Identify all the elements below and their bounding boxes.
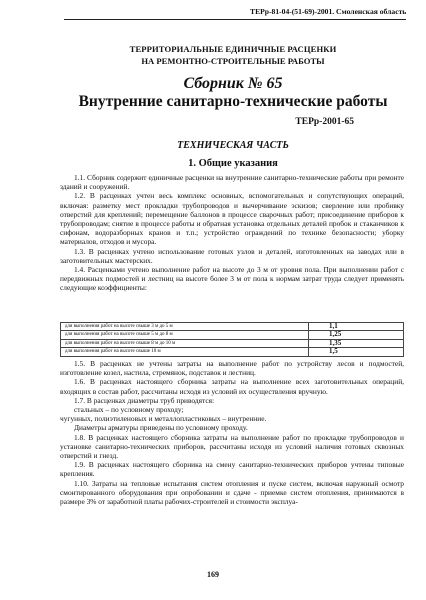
table-row <box>61 348 404 356</box>
paragraph-1-4: 1.4. Расценками учтено выполнение работ на высоте до 3 м от уровня пола. При выполнении работ с передвижных подмостей и лестниц на высоте более 3 м от пола к нормам затрат труда следует применять следующие коэффициенты: <box>60 265 404 293</box>
table-cell-value: 1,1 <box>309 323 404 331</box>
header-rule <box>64 19 406 20</box>
document-code: ТЕРр-2001-65 <box>295 117 354 127</box>
body-text-bottom <box>60 359 404 506</box>
collection-title-line1: ТЕРРИТОРИАЛЬНЫЕ ЕДИНИЧНЫЕ РАСЦЕНКИ <box>129 44 337 54</box>
paragraph-1-1: 1.1. Сборник содержит единичные расценки на внутренние санитарно-технические работы при ремонте зданий и сооружений. <box>60 173 404 192</box>
table-row <box>61 331 404 339</box>
sbornik-number: Сборник № 65 <box>183 75 283 92</box>
table-cell-label: для выполнения работ на высоте свыше 8 м до 10 м <box>61 339 309 347</box>
paragraph-1-7-a: стальных – по условному проходу; <box>74 405 184 415</box>
paragraph-1-9: 1.9. В расценках настоящего сборника на смену санитарно-технических приборов учтены типовые крепления. <box>60 460 404 479</box>
paragraph-1-5: 1.5. В расценках не учтены затраты на выполнение работ по устройству лесов и подмостей, изготовление козел, настила, стремянок, подставок и лестниц. <box>60 359 404 378</box>
table-cell-label: для выполнения работ на высоте свыше 10 м <box>61 348 309 356</box>
paragraph-1-6: 1.6. В расценках настоящего сборника затраты на выполнение всех заготовительных операций, входящих в состав работ, рассчитаны исходя из условий их осуществления вручную. <box>60 377 404 396</box>
paragraph-1-3: 1.3. В расценках учтено использование готовых узлов и деталей, изготовленных на заводах или в заготовительных мастерских. <box>60 246 404 265</box>
table-cell-label: для выполнения работ на высоте свыше 3 м до 5 м <box>61 323 309 331</box>
paragraph-1-10: 1.10. Затраты на тепловые испытания систем отопления и пуске систем, включая наружный осмотр смонтированного оборудования при опробовании и сдаче - приемке систем отопления, принимаются в размере 3% от заработной платы рабочих-строителей и стоимости эксплуа- <box>60 478 404 507</box>
table-row <box>61 339 404 347</box>
paragraph-1-2: 1.2. В расценках учтен весь комплекс основных, вспомогательных и сопутствующих операций, включая: разметку мест прокладки трубопроводов и вычерчивание эскизов; сверление или пробивку отверстий для креплений; перемещение баллонов в процессе сварочных работ; присоединение приборов к трубопроводам; снятие в процессе работы и обратная установка отдельных деталей пробок и стаканчиков к сифонам, водоразборных кранов и т.п.; устройство ограждений по технике безопасности; уборку материалов, отходов и мусора. <box>60 191 404 247</box>
coefficient-table <box>60 322 404 357</box>
table-cell-value: 1,35 <box>309 339 404 347</box>
page-number: 169 <box>207 570 219 579</box>
paragraph-1-7-c: Диаметры арматуры приведены по условному проходу. <box>74 423 248 433</box>
section-heading: 1. Общие указания <box>188 158 278 169</box>
technical-part-heading: ТЕХНИЧЕСКАЯ ЧАСТЬ <box>177 140 289 151</box>
paragraph-1-7: 1.7. В расценках диаметры труб приводятся: <box>74 395 215 405</box>
table-row <box>61 323 404 331</box>
table-cell-label: для выполнения работ на высоте свыше 5 м до 8 м <box>61 331 309 339</box>
table-cell-value: 1,5 <box>309 348 404 356</box>
table-cell-value: 1,25 <box>309 331 404 339</box>
running-header: ТЕРр-81-04-(51-69)-2001. Смоленская область <box>250 7 407 16</box>
document-title: Внутренние санитарно-технические работы <box>78 93 388 110</box>
paragraph-1-7-b: чугунных, полиэтиленовых и металлопластиковых – внутренние. <box>60 414 267 424</box>
collection-title-line2: НА РЕМОНТНО-СТРОИТЕЛЬНЫЕ РАБОТЫ <box>141 56 325 66</box>
body-text-top <box>60 173 404 293</box>
paragraph-1-8: 1.8. В расценках настоящего сборника затраты на выполнение работ по прокладке трубопроводов и установке санитарно-технических приборов, рассчитаны исходя из условий наличия готовых сквозных отверстий и гнезд. <box>60 432 404 461</box>
